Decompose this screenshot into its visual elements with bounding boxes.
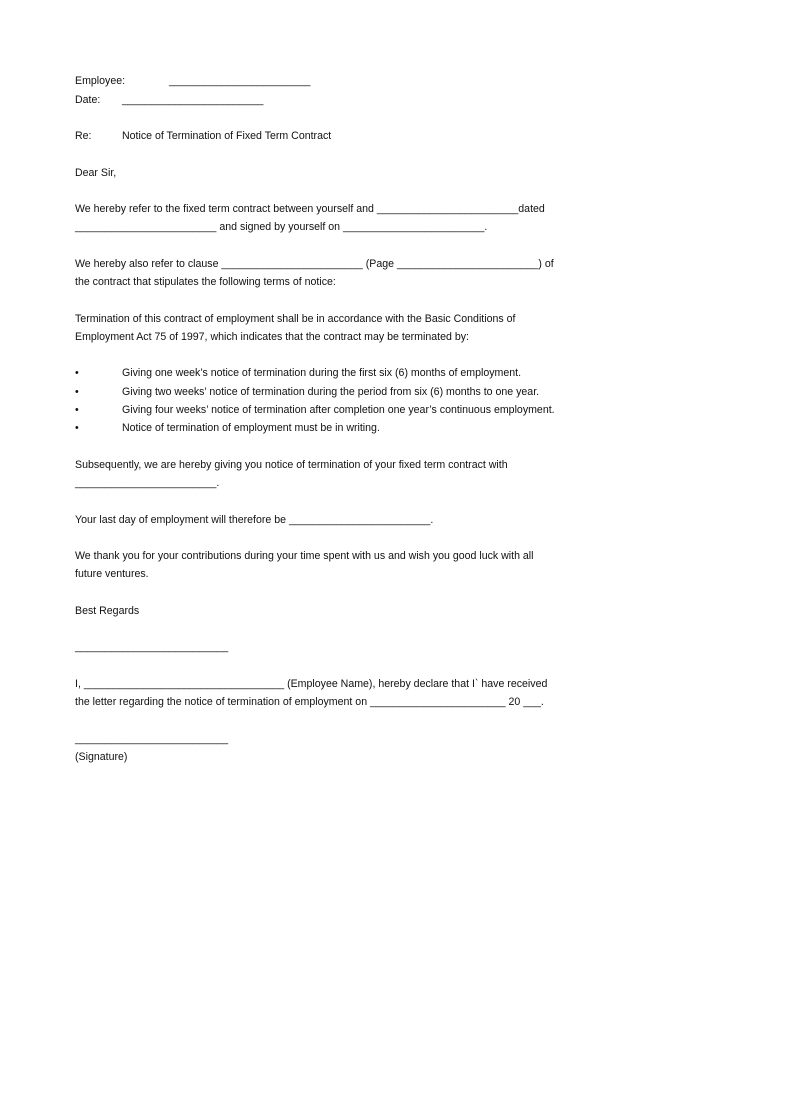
paragraph-termination-line-2: Employment Act 75 of 1997, which indicates that the contract may be terminated by: <box>75 331 469 343</box>
paragraph-last-day: Your last day of employment will therefore be ________________________. <box>75 514 434 526</box>
subject-line: Notice of Termination of Fixed Term Contract <box>122 130 332 142</box>
employee-signature-line: __________________________ <box>75 733 229 745</box>
bullet-marker: • <box>75 404 79 416</box>
list-item: Giving four weeks’ notice of termination after completion one year’s continuous employment. <box>122 404 555 416</box>
declaration-line-1: I, __________________________________ (Employee Name), hereby declare that I` have received <box>75 678 548 690</box>
employee-label: Employee: <box>75 75 126 87</box>
date-label: Date: <box>75 94 101 106</box>
list-item: Giving two weeks’ notice of termination during the period from six (6) months to one year. <box>122 386 540 398</box>
list-item: Notice of termination of employment must be in writing. <box>122 422 380 434</box>
list-item: Giving one week’s notice of termination during the first six (6) months of employment. <box>122 367 522 379</box>
paragraph-clause-line-1: We hereby also refer to clause ________________________ (Page ________________________) of <box>75 258 554 270</box>
bullet-marker: • <box>75 367 79 379</box>
closing-regards: Best Regards <box>75 605 140 617</box>
re-label: Re: <box>75 130 92 142</box>
paragraph-termination-line-1: Termination of this contract of employment shall be in accordance with the Basic Conditions of <box>75 313 516 325</box>
salutation: Dear Sir, <box>75 167 117 179</box>
date-blank: ________________________ <box>122 94 264 106</box>
paragraph-subsequently-line-1: Subsequently, we are hereby giving you notice of termination of your fixed term contract with <box>75 459 508 471</box>
paragraph-refer-line-1: We hereby refer to the fixed term contract between yourself and ________________________dated <box>75 203 545 215</box>
employee-blank: ________________________ <box>169 75 311 87</box>
paragraph-thanks-line-2: future ventures. <box>75 568 149 580</box>
paragraph-refer-line-2: ________________________ and signed by yourself on ________________________. <box>75 221 488 233</box>
declaration-line-2: the letter regarding the notice of termination of employment on _______________________ 20 ___. <box>75 696 544 708</box>
signature-label: (Signature) <box>75 751 128 763</box>
paragraph-subsequently-line-2: ________________________. <box>75 477 220 489</box>
sender-signature-line: __________________________ <box>75 641 229 653</box>
paragraph-clause-line-2: the contract that stipulates the following terms of notice: <box>75 276 336 288</box>
bullet-marker: • <box>75 386 79 398</box>
paragraph-thanks-line-1: We thank you for your contributions during your time spent with us and wish you good luck with all <box>75 550 534 562</box>
bullet-marker: • <box>75 422 79 434</box>
